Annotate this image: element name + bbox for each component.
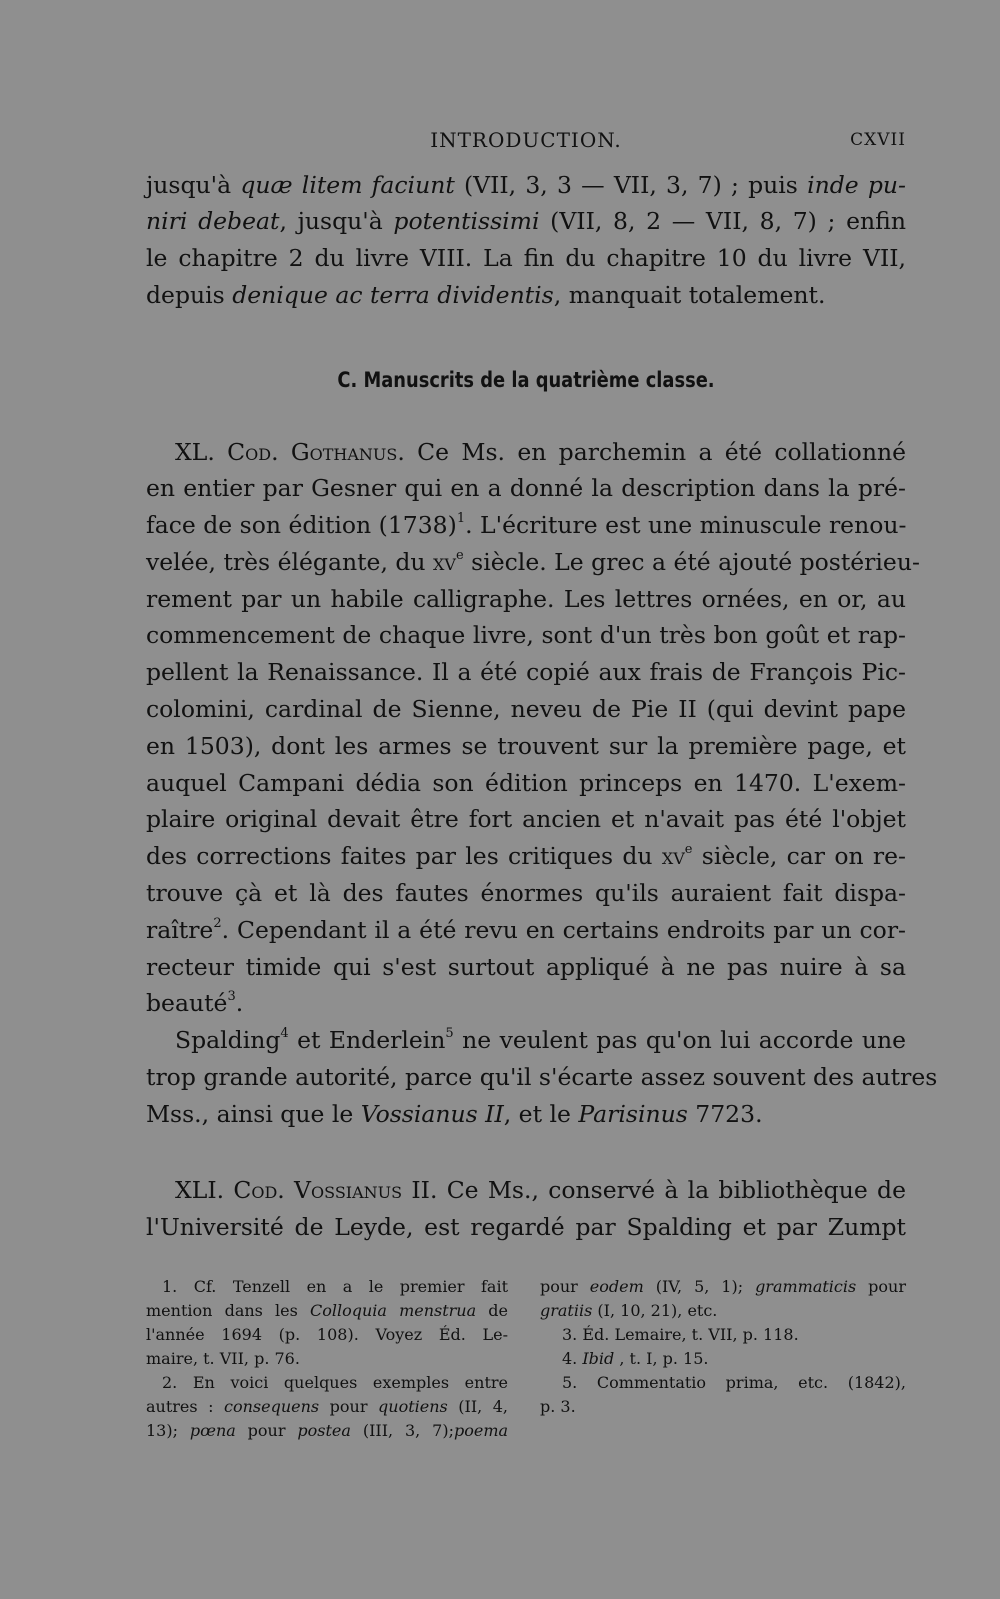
- body-line: auquel Campani dédia son édition princeps en 1470. L'exem-: [146, 769, 906, 797]
- footnote-ref: 4: [280, 1026, 289, 1042]
- footnote-line: 3. Éd. Lemaire, t. VII, p. 118.: [562, 1325, 799, 1344]
- body-line: depuis denique ac terra dividentis, manquait totalement.: [146, 281, 826, 309]
- body-line: velée, très élégante, du $xv^e$ siècle. Le grec a été ajouté postérieu-: [146, 548, 920, 576]
- footnote-line: 2. En voici quelques exemples entre: [162, 1373, 508, 1392]
- footnote-line: mention dans les Colloquia menstrua de: [146, 1301, 508, 1320]
- footnote-line: 5. Commentatio prima, etc. (1842),: [562, 1373, 906, 1392]
- footnote-line: 1. Cf. Tenzell en a le premier fait: [162, 1277, 508, 1296]
- body-line: l'Université de Leyde, est regardé par Spalding et par Zumpt: [146, 1213, 906, 1241]
- footnote-ref: 5: [445, 1026, 454, 1042]
- body-line: jusqu'à quæ litem faciunt (VII, 3, 3 — VII, 3, 7) ; puis inde pu-: [146, 171, 906, 199]
- footnote-line: maire, t. VII, p. 76.: [146, 1349, 300, 1368]
- body-line: XLI. Cod. Vossianus II. Ce Ms., conservé à la bibliothèque de: [175, 1176, 906, 1204]
- running-head: [146, 128, 906, 156]
- body-line: Spalding$^4$ et Enderlein$^5$ ne veulent pas qu'on lui accorde une: [175, 1026, 906, 1054]
- body-line: rement par un habile calligraphe. Les lettres ornées, en or, au: [146, 585, 906, 613]
- body-line: XL. Cod. Gothanus. Ce Ms. en parchemin a été collationné: [175, 438, 906, 466]
- footnote-line: 13); pœna pour postea (III, 3, 7);poema: [146, 1421, 509, 1440]
- body-line: des corrections faites par les critiques du $xv^e$ siècle, car on re-: [146, 842, 906, 870]
- footnote-line: 4. Ibid , t. I, p. 15.: [562, 1349, 709, 1368]
- body-line: trop grande autorité, parce qu'il s'écarte assez souvent des autres: [146, 1063, 938, 1091]
- footnote-line: l'année 1694 (p. 108). Voyez Éd. Le-: [146, 1325, 508, 1344]
- footnote-ref: 1: [456, 511, 466, 527]
- body-line: plaire original devait être fort ancien et n'avait pas été l'objet: [146, 805, 906, 833]
- body-line: trouve çà et là des fautes énormes qu'ils auraient fait dispa-: [146, 879, 906, 907]
- body-line: beauté$^3$.: [146, 989, 244, 1017]
- body-line: colomini, cardinal de Sienne, neveu de Pie II (qui devint pape: [146, 695, 906, 723]
- body-line: recteur timide qui s'est surtout appliqué à ne pas nuire à sa: [146, 953, 906, 981]
- body-line: raître$^2$. Cependant il a été revu en certains endroits par un cor-: [146, 916, 906, 944]
- body-line: niri debeat, jusqu'à potentissimi (VII, 8, 2 — VII, 8, 7) ; enfin: [146, 207, 906, 235]
- body-line: en 1503), dont les armes se trouvent sur la première page, et: [146, 732, 906, 760]
- footnote-line: gratiis (I, 10, 21), etc.: [540, 1301, 718, 1320]
- body-line: Mss., ainsi que le Vossianus II, et le Parisinus 7723.: [146, 1100, 763, 1128]
- footnote-line: autres : consequens pour quotiens (II, 4,: [146, 1397, 509, 1416]
- footnote-ref: 2: [213, 916, 222, 932]
- page-number: CXVII: [850, 130, 906, 150]
- body-line: le chapitre 2 du livre VIII. La fin du chapitre 10 du livre VII,: [146, 244, 906, 272]
- footnote-ref: 3: [227, 989, 236, 1005]
- body-line: pellent la Renaissance. Il a été copié aux frais de François Pic-: [146, 658, 906, 686]
- footnote-line: pour eodem (IV, 5, 1); grammaticis pour: [540, 1277, 906, 1296]
- running-head-title: INTRODUCTION.: [430, 128, 622, 152]
- section-heading: C. Manuscrits de la quatrième classe.: [337, 368, 715, 392]
- body-line: commencement de chaque livre, sont d'un très bon goût et rap-: [146, 621, 906, 649]
- body-line: en entier par Gesner qui en a donné la description dans la pré-: [146, 474, 906, 502]
- footnote-line: p. 3.: [540, 1397, 576, 1416]
- body-line: face de son édition $(1738)^1$. L'écriture est une minuscule renou-: [146, 511, 907, 539]
